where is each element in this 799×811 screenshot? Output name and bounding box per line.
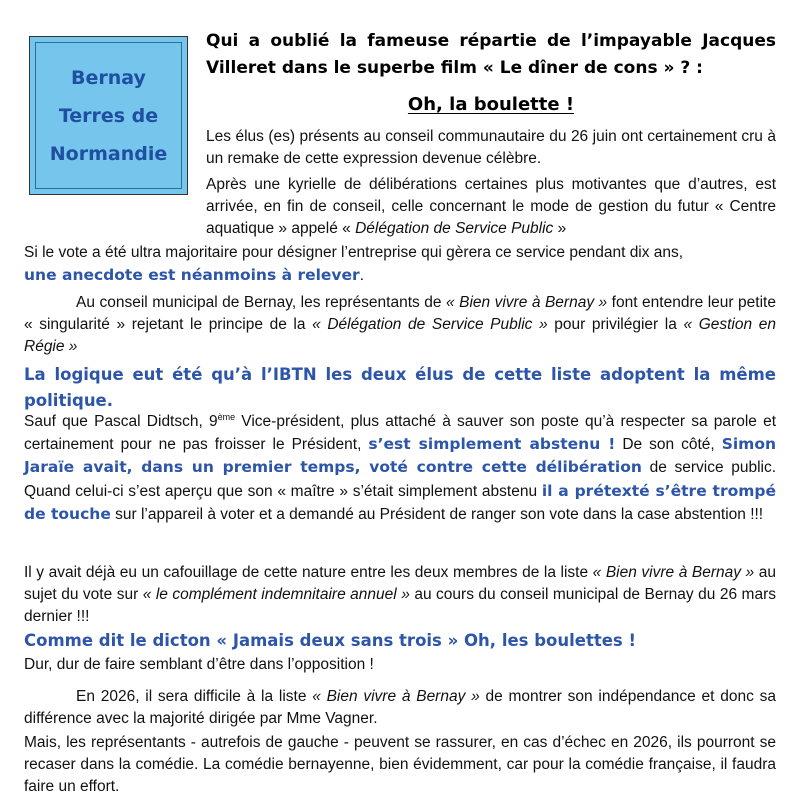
p5-highlight: La logique eut été qu’à l’IBTN les deux élus de cette liste adoptent la même politique. bbox=[24, 365, 776, 410]
p2-text: Après une kyrielle de délibérations certaines plus motivantes que d’autres, est arrivée, en fin de conseil, celle concernant le mode de gestion du futur « Centre aquatique » appelé « bbox=[206, 176, 776, 237]
paragraph-6 bbox=[24, 410, 776, 526]
p6-text-3: De son côté, bbox=[615, 436, 722, 454]
paragraph-9: Dur, dur de faire semblant d’être dans l’opposition ! bbox=[24, 656, 374, 673]
p7-text-3: au cours du conseil municipal de Bernay du 26 mars dernier !!! bbox=[24, 586, 777, 625]
p6-text-5: sur l’appareil à voter et a demandé au Président de ranger son vote dans la case abstention !!! bbox=[110, 505, 764, 523]
p4-italic-3: « Gestion en Régie » bbox=[24, 316, 776, 355]
p4-italic-1: « Bien vivre à Bernay » bbox=[445, 294, 608, 311]
p10-italic: « Bien vivre à Bernay » bbox=[312, 688, 480, 705]
p6-text-1: Sauf que Pascal Didtsch, 9 bbox=[24, 413, 218, 430]
p8-highlight: Comme dit le dicton « Jamais deux sans trois » Oh, les boulettes ! bbox=[24, 631, 637, 650]
p3-text: Si le vote a été ultra majoritaire pour désigner l’entreprise qui gèrera ce service pendant dix ans, bbox=[24, 244, 684, 261]
paragraph-2 bbox=[206, 174, 776, 240]
p4-text-2: font entendre leur petite « singularité » rejetant le principe de la bbox=[24, 294, 776, 333]
p2-italic: Délégation de Service Public bbox=[355, 220, 554, 237]
paragraph-3 bbox=[24, 242, 776, 287]
p3-highlight: une anecdote est néanmoins à relever bbox=[24, 266, 360, 284]
p6-highlight-3: il a prétexté s’être trompé de touche bbox=[24, 481, 776, 523]
paragraph-4 bbox=[24, 292, 776, 358]
paragraph-10 bbox=[24, 686, 776, 730]
paragraph-1: Les élus (es) présents au conseil communautaire du 26 juin ont certainement cru à un remake de cette expression devenue célèbre. bbox=[206, 128, 776, 167]
p3-end: . bbox=[359, 267, 364, 284]
p6-text-4: de service public. Quand celui-ci s’est aperçu que son « maître » s’était simplement abstenu bbox=[24, 459, 777, 500]
subheading bbox=[206, 92, 776, 118]
paragraph-11: Mais, les représentants - autrefois de gauche - peuvent se rassurer, en cas d’échec en 2026, ils pourront se recaser dans la comédie. La comédie bernayenne, bien évidemment, car pour la comédie française, il faudra faire un effort. bbox=[24, 734, 776, 795]
p7-text-1: Il y avait déjà eu un cafouillage de cette nature entre les deux membres de la liste bbox=[24, 564, 593, 581]
p6-superscript: ème bbox=[217, 411, 236, 422]
logo-line-1: Bernay bbox=[71, 66, 146, 89]
p7-text-2: au sujet du vote sur bbox=[24, 564, 776, 603]
logo-inner-frame bbox=[35, 42, 182, 189]
paragraph-5 bbox=[24, 362, 776, 414]
p6-text-2: Vice-président, plus attaché à sauver son poste qu’à respecter sa parole et certainement pour ne pas froisser le Président, bbox=[24, 413, 776, 454]
p7-italic-2: « le complément indemnitaire annuel » bbox=[142, 586, 410, 603]
p4-text-1: Au conseil municipal de Bernay, les représentants de bbox=[76, 294, 446, 311]
logo-line-3: Normandie bbox=[49, 142, 168, 165]
p10-text-2: de montrer son indépendance et donc sa différence avec la majorité dirigée par Mme Vagner. bbox=[24, 688, 776, 727]
paragraph-7 bbox=[24, 562, 776, 628]
p6-highlight-2: Simon Jaraïe avait, dans un premier temps, voté contre cette délibération bbox=[24, 435, 776, 477]
p4-italic-2: « Délégation de Service Public » bbox=[312, 316, 548, 333]
logo-line-2: Terres de bbox=[58, 104, 159, 127]
logo-box bbox=[29, 36, 188, 195]
headline: Qui a oublié la fameuse répartie de l’impayable Jacques Villeret dans le superbe film « Le dîner de cons » ? : bbox=[206, 31, 776, 78]
p6-highlight-1: s’est simplement abstenu ! bbox=[368, 435, 616, 454]
p7-italic-1: « Bien vivre à Bernay » bbox=[592, 564, 755, 581]
subheading-text: Oh, la boulette ! bbox=[407, 94, 575, 115]
p4-text-3: pour privilégier la bbox=[547, 316, 684, 333]
paragraph-8 bbox=[24, 630, 776, 653]
p2-end: » bbox=[553, 220, 567, 237]
p10-text-1: En 2026, il sera difficile à la liste bbox=[76, 688, 313, 705]
